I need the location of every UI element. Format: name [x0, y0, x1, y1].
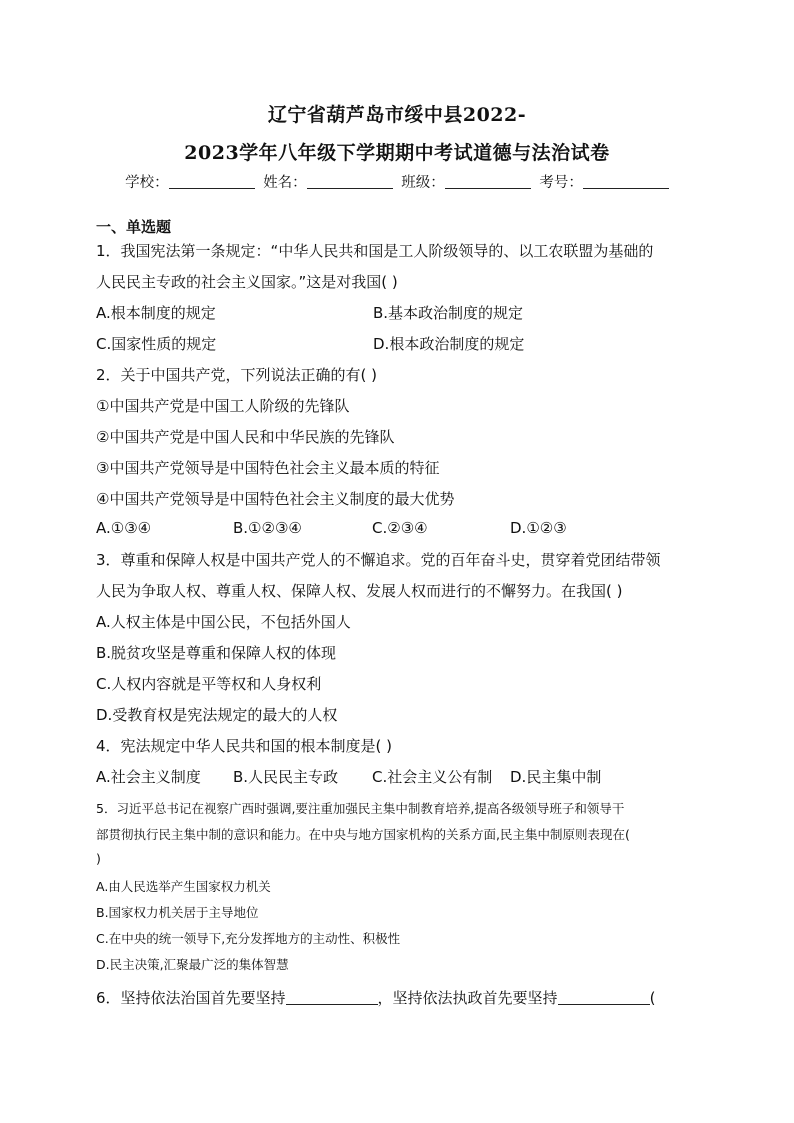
q5-option-b[interactable]: B.国家权力机关居于主导地位 [96, 905, 259, 920]
q3-option-a[interactable]: A.人权主体是中国公民，不包括外国人 [96, 613, 351, 631]
q5-stem-line2: 部贯彻执行民主集中制的意识和能力。在中央与地方国家机构的关系方面,民主集中制原则表现在( [96, 827, 630, 842]
exam-title-line1: 辽宁省葫芦岛市绥中县2022- [267, 104, 527, 126]
q3-option-b[interactable]: B.脱贫攻坚是尊重和保障人权的体现 [96, 644, 337, 662]
section-heading: 一、单选题 [96, 218, 172, 236]
q5-option-a[interactable]: A.由人民选举产生国家权力机关 [96, 879, 271, 894]
q6-blank-2[interactable] [558, 990, 650, 1005]
q6-part1: 6．坚持依法治国首先要坚持 [96, 989, 286, 1007]
q1-option-d[interactable]: D.根本政治制度的规定 [373, 335, 525, 353]
q2-statement-3: ③中国共产党领导是中国特色社会主义最本质的特征 [96, 459, 440, 477]
q1-stem-line2: 人民民主专政的社会主义国家。”这是对我国( ) [96, 273, 398, 291]
q6-stem [96, 987, 655, 1008]
q4-option-d[interactable]: D.民主集中制 [510, 768, 602, 786]
school-blank[interactable] [169, 173, 255, 189]
q2-option-a[interactable]: A.①③④ [96, 519, 152, 537]
q5-option-c[interactable]: C.在中央的统一领导下,充分发挥地方的主动性、积极性 [96, 931, 401, 946]
exam-title-line2: 2023学年八年级下学期期中考试道德与法治试卷 [184, 142, 610, 164]
q1-option-a[interactable]: A.根本制度的规定 [96, 304, 216, 322]
q2-statement-2: ②中国共产党是中国人民和中华民族的先锋队 [96, 428, 395, 446]
q2-stem: 2．关于中国共产党，下列说法正确的有( ) [96, 366, 378, 384]
q2-option-d[interactable]: D.①②③ [510, 519, 567, 537]
q3-stem-line1: 3．尊重和保障人权是中国共产党人的不懈追求。党的百年奋斗史，贯穿着党团结带领 [96, 551, 661, 569]
q3-option-d[interactable]: D.受教育权是宪法规定的最大的人权 [96, 706, 338, 724]
q3-stem-line2: 人民为争取人权、尊重人权、保障人权、发展人权而进行的不懈努力。在我国( ) [96, 582, 623, 600]
q5-stem-line3: ) [96, 851, 101, 866]
name-blank[interactable] [307, 173, 393, 189]
q2-statement-4: ④中国共产党领导是中国特色社会主义制度的最大优势 [96, 490, 455, 508]
q1-stem-line1: 1．我国宪法第一条规定：“中华人民共和国是工人阶级领导的、以工农联盟为基础的 [96, 242, 654, 260]
q6-blank-1[interactable] [286, 990, 378, 1005]
q4-option-b[interactable]: B.人民民主专政 [233, 768, 339, 786]
class-blank[interactable] [445, 173, 531, 189]
q5-option-d[interactable]: D.民主决策,汇聚最广泛的集体智慧 [96, 957, 289, 972]
q4-option-a[interactable]: A.社会主义制度 [96, 768, 201, 786]
class-label: 班级： [401, 175, 445, 191]
q4-option-c[interactable]: C.社会主义公有制 [372, 768, 493, 786]
name-label: 姓名： [263, 175, 307, 191]
student-info-row [0, 171, 794, 192]
exam-number-label: 考号： [539, 175, 583, 191]
q6-part2: ，坚持依法执政首先要坚持 [377, 989, 558, 1007]
q6-part3: ( [649, 989, 656, 1007]
q1-option-b[interactable]: B.基本政治制度的规定 [373, 304, 524, 322]
school-label: 学校： [125, 175, 169, 191]
q5-stem-line1: 5．习近平总书记在视察广西时强调,要注重加强民主集中制教育培养,提高各级领导班子和领导干 [96, 801, 625, 816]
q2-statement-1: ①中国共产党是中国工人阶级的先锋队 [96, 397, 350, 415]
exam-number-blank[interactable] [583, 173, 669, 189]
q1-option-c[interactable]: C.国家性质的规定 [96, 335, 217, 353]
q3-option-c[interactable]: C.人权内容就是平等权和人身权利 [96, 675, 322, 693]
q2-option-c[interactable]: C.②③④ [372, 519, 428, 537]
q2-option-b[interactable]: B.①②③④ [233, 519, 302, 537]
q4-stem: 4．宪法规定中华人民共和国的根本制度是( ) [96, 737, 393, 755]
